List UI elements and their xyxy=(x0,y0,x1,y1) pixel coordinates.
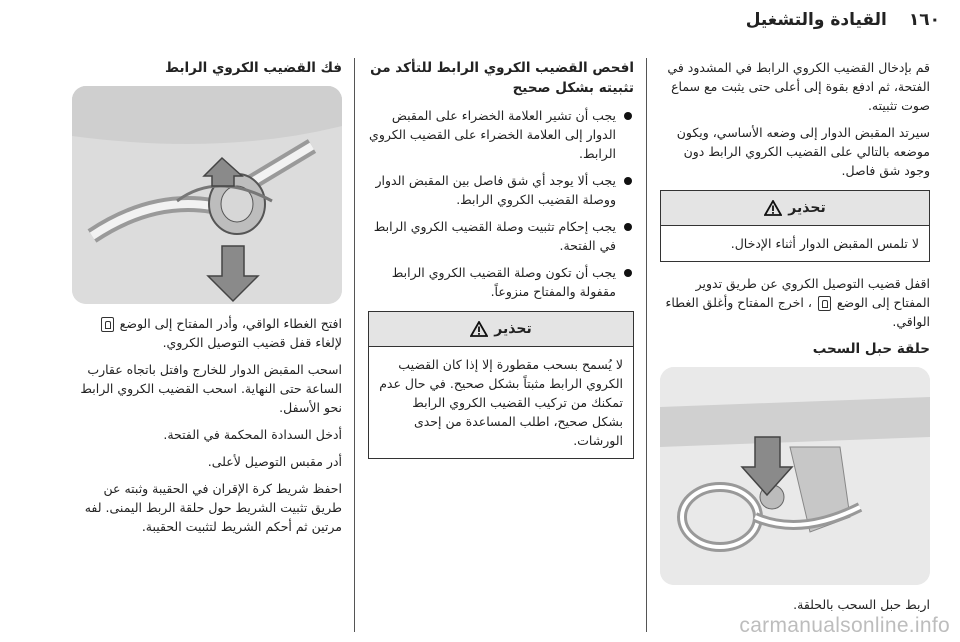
paragraph: سيرتد المقبض الدوار إلى وضعه الأساسي، ويكون موضعه بالتالي على القضيب الكروي الرابط دون وجود شق فاصل. xyxy=(676,125,930,178)
list-item: يجب ألا يوجد أي شق فاصل بين المقبض الدوار ووصلة القضيب الكروي الرابط. xyxy=(368,171,634,209)
column-divider-left xyxy=(354,58,355,632)
section-heading: افحص القضيب الكروي الرابط للتأكد من تثبيته بشكل صحيح xyxy=(370,60,634,96)
unlock-icon xyxy=(101,317,114,332)
towing-eye-drawing xyxy=(660,367,930,585)
text-span: ، اخرج المفتاح وأغلق الغطاء الواقي. xyxy=(665,295,930,329)
column-middle xyxy=(368,58,634,471)
column-left xyxy=(72,58,342,544)
text-span: اقفل قضيب التوصيل الكروي عن طريق تدوير المفتاح إلى الوضع xyxy=(695,276,930,310)
towing-eye-illustration xyxy=(660,367,930,585)
ball-coupling-illustration xyxy=(72,86,342,304)
lock-icon xyxy=(818,296,831,311)
paragraph xyxy=(660,274,930,331)
watermark: carmanualsonline.info xyxy=(739,614,950,637)
section-title: القيادة والتشغيل xyxy=(745,10,887,30)
list-item: يجب إحكام تثبيت وصلة القضيب الكروي الرابط في الفتحة. xyxy=(368,217,634,255)
warning-box xyxy=(660,190,930,262)
text-span: افتح الغطاء الواقي، وأدر المفتاح إلى الوضع xyxy=(119,316,342,331)
warning-header xyxy=(661,191,929,226)
paragraph: قم بإدخال القضيب الكروي الرابط في المشدود في الفتحة، ثم ادفع بقوة إلى أعلى حتى يثبت مع سماع صوت تثبيته. xyxy=(667,60,930,113)
page-header xyxy=(600,10,940,38)
list-item: يجب أن تكون وصلة القضيب الكروي الرابط مقفولة والمفتاح منزوعاً. xyxy=(368,263,634,301)
text-span: لإلغاء قفل قضيب التوصيل الكروي. xyxy=(162,335,342,350)
list-item: يجب أن تشير العلامة الخضراء على المقبض الدوار إلى العلامة الخضراء على القضيب الكروي الرابط. xyxy=(368,106,634,163)
figure-caption: اربط حبل السحب بالحلقة. xyxy=(793,597,930,612)
section-heading: حلقة حبل السحب xyxy=(812,341,930,357)
warning-header xyxy=(369,312,633,347)
paragraph: أدخل السدادة المحكمة في الفتحة. xyxy=(163,427,342,442)
column-right xyxy=(660,58,930,622)
paragraph xyxy=(72,314,342,352)
warning-text: لا تلمس المقبض الدوار أثناء الإدخال. xyxy=(730,236,919,251)
section-heading: فك القضيب الكروي الرابط xyxy=(165,60,342,76)
paragraph: احفظ شريط كرة الإقران في الحقيبة وثبته عن طريق تثبيت الشريط حول حلقة الربط اليمنى. لفه مرتين ثم أحكم الشريط لتثبيت الحقيبة. xyxy=(84,481,342,534)
paragraph: أدر مقبس التوصيل لأعلى. xyxy=(207,454,342,469)
warning-box xyxy=(368,311,634,459)
warning-triangle-icon xyxy=(470,321,488,337)
page-number: ١٦٠ xyxy=(908,10,940,30)
warning-text: لا يُسمح بسحب مقطورة إلا إذا كان القضيب الكروي الرابط مثبتاً بشكل صحيح. في حال عدم تمكنك من تركيب القضيب الكروي الرابط بشكل صحيح، اطلب المساعدة من إحدى الورشات. xyxy=(379,357,623,448)
warning-title: تحذير xyxy=(788,199,826,216)
column-divider-right xyxy=(646,58,647,632)
warning-title: تحذير xyxy=(494,320,532,337)
check-list xyxy=(368,106,634,301)
paragraph: اسحب المقبض الدوار للخارج وافتل باتجاه عقارب الساعة حتى النهاية. اسحب القضيب الكروي الرابط نحو الأسفل. xyxy=(80,362,342,415)
warning-triangle-icon xyxy=(764,200,782,216)
ball-coupling-drawing xyxy=(72,86,342,304)
